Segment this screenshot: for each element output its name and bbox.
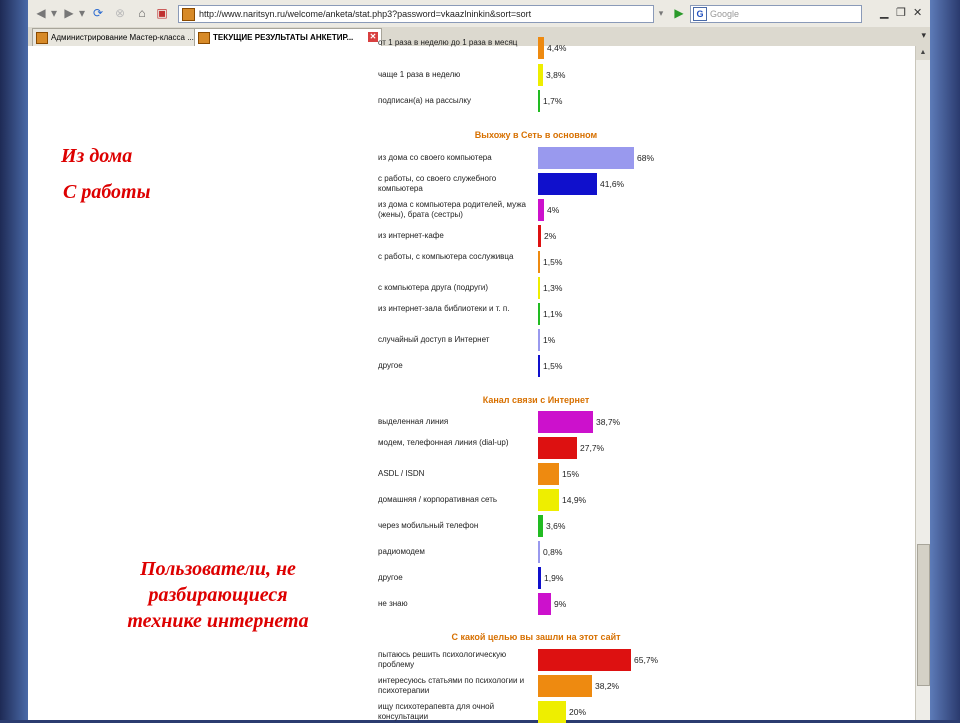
scroll-up-icon[interactable]: ▲: [916, 46, 930, 60]
tab-favicon-icon: [198, 32, 210, 44]
note-users-line: Пользователи, не: [140, 558, 296, 580]
bar-value-label: 3,6%: [546, 521, 566, 531]
row-label: из дома с компьютера родителей, мужа (жены), брата (сестры): [378, 200, 527, 219]
row-label: радиомодем: [378, 547, 425, 556]
row-label: чаще 1 раза в неделю: [378, 70, 461, 79]
search-placeholder: Google: [710, 9, 740, 19]
row-label: с компьютера друга (подруги): [378, 283, 489, 292]
row-label: домашняя / корпоративная сеть: [378, 495, 498, 504]
note-home: Из дома: [61, 145, 133, 167]
bar: [538, 225, 541, 247]
tab-label: Администрирование Мастер-класса ...: [51, 33, 194, 42]
back-dropdown-icon[interactable]: ▾: [50, 6, 58, 20]
bar-value-label: 2%: [544, 231, 557, 241]
bar-value-label: 3,8%: [546, 70, 566, 80]
slide-left-edge: [0, 0, 28, 720]
bar: [538, 37, 544, 59]
bar: [538, 675, 592, 697]
bar-value-label: 9%: [554, 599, 567, 609]
back-icon[interactable]: ◀: [36, 6, 46, 20]
search-input[interactable]: [690, 5, 862, 23]
browser-window: [28, 0, 930, 720]
bar: [538, 355, 540, 377]
bar-value-label: 4%: [547, 205, 560, 215]
stop-icon[interactable]: ⊗: [114, 6, 126, 20]
tab-list-icon[interactable]: ▾: [921, 30, 926, 40]
bar: [538, 173, 597, 195]
bar-value-label: 0,8%: [543, 547, 563, 557]
minimize-icon[interactable]: ▁: [880, 7, 889, 19]
bar: [538, 437, 577, 459]
bar: [538, 567, 541, 589]
forward-dropdown-icon[interactable]: ▾: [78, 6, 86, 20]
bar: [538, 541, 540, 563]
row-label: ASDL / ISDN: [378, 469, 425, 478]
tab-favicon-icon: [36, 32, 48, 44]
bar: [538, 701, 566, 723]
restore-icon[interactable]: ❐: [896, 7, 906, 19]
row-label: из интернет-зала библиотеки и т. п.: [378, 304, 510, 313]
bar-value-label: 68%: [637, 153, 655, 163]
site-favicon-icon: [182, 8, 195, 21]
row-label: интересуюсь статьями по психологии и психотерапии: [378, 676, 525, 695]
browser-toolbar: [28, 0, 930, 28]
bar-value-label: 1,3%: [543, 283, 563, 293]
note-users-line: технике интернета: [127, 610, 309, 632]
row-label: от 1 раза в неделю до 1 раза в месяц: [378, 38, 518, 47]
slide-right-edge: [930, 0, 960, 720]
tab-close-icon[interactable]: ✕: [369, 32, 377, 41]
reload-icon[interactable]: ⟳: [92, 6, 104, 20]
section-title: Выхожу в Сеть в основном: [474, 130, 598, 140]
bar: [538, 329, 540, 351]
bar: [538, 64, 543, 86]
bar-value-label: 14,9%: [562, 495, 587, 505]
row-label: подписан(а) на рассылку: [378, 96, 471, 105]
row-label: ищу психотерапевта для очной консультации: [378, 702, 495, 721]
bar-value-label: 1,9%: [544, 573, 564, 583]
row-label: не знаю: [378, 599, 408, 608]
bar-value-label: 27,7%: [580, 443, 605, 453]
row-label: другое: [378, 573, 403, 582]
bar: [538, 463, 559, 485]
bar: [538, 251, 540, 273]
bar-value-label: 41,6%: [600, 179, 625, 189]
bar: [538, 90, 540, 112]
row-label: модем, телефонная линия (dial-up): [378, 438, 509, 447]
tab-results[interactable]: [194, 28, 382, 46]
bar: [538, 649, 631, 671]
bar-value-label: 1,1%: [543, 309, 563, 319]
row-label: с работы, с компьютера сослуживца: [378, 252, 514, 261]
bar: [538, 411, 593, 433]
section-title: С какой целью вы зашли на этот сайт: [451, 632, 621, 642]
bar-value-label: 38,2%: [595, 681, 620, 691]
note-users-line: разбирающиеся: [148, 584, 288, 606]
home-icon[interactable]: ⌂: [138, 6, 146, 20]
row-label: с работы, со своего служебного компьютера: [378, 174, 497, 193]
bar-value-label: 1,7%: [543, 96, 563, 106]
bar-value-label: 4,4%: [547, 43, 567, 53]
address-bar[interactable]: [178, 5, 654, 23]
row-label: из дома со своего компьютера: [378, 153, 492, 162]
close-window-icon[interactable]: ✕: [913, 7, 923, 19]
address-text: http://www.naritsyn.ru/welcome/anketa/stat.php3?password=vkaazlninkin&sort=sort: [199, 9, 532, 19]
row-label: из интернет-кафе: [378, 231, 444, 240]
row-label: выделенная линия: [378, 417, 449, 426]
bar: [538, 277, 540, 299]
bar: [538, 147, 634, 169]
bar: [538, 515, 543, 537]
forward-icon[interactable]: ▶: [64, 6, 74, 20]
tab-label: ТЕКУЩИЕ РЕЗУЛЬТАТЫ АНКЕТИР...: [213, 33, 354, 42]
bar-value-label: 1,5%: [543, 257, 563, 267]
bookmark-icon[interactable]: ▣: [156, 6, 168, 20]
bar: [538, 593, 551, 615]
tab-admin[interactable]: [32, 28, 210, 46]
bar-value-label: 15%: [562, 469, 580, 479]
bar-value-label: 65,7%: [634, 655, 659, 665]
page-content: [28, 38, 916, 721]
row-label: другое: [378, 361, 403, 370]
go-icon[interactable]: ▶: [674, 6, 684, 20]
note-work: С работы: [63, 181, 151, 203]
section-title: Канал связи с Интернет: [482, 395, 590, 405]
bar: [538, 199, 544, 221]
bar: [538, 303, 540, 325]
bar-value-label: 38,7%: [596, 417, 621, 427]
bar-value-label: 20%: [569, 707, 587, 717]
note-users: [68, 556, 368, 634]
bar-value-label: 1,5%: [543, 361, 563, 371]
row-label: через мобильный телефон: [378, 521, 479, 530]
row-label: случайный доступ в Интернет: [378, 335, 490, 344]
scroll-thumb[interactable]: [917, 544, 930, 686]
address-dropdown-icon[interactable]: ▾: [658, 8, 664, 18]
row-label: пытаюсь решить психологическую проблему: [378, 650, 507, 669]
bar: [538, 489, 559, 511]
google-icon: G: [693, 7, 707, 21]
bar-value-label: 1%: [543, 335, 556, 345]
vertical-scrollbar[interactable]: [915, 46, 930, 720]
